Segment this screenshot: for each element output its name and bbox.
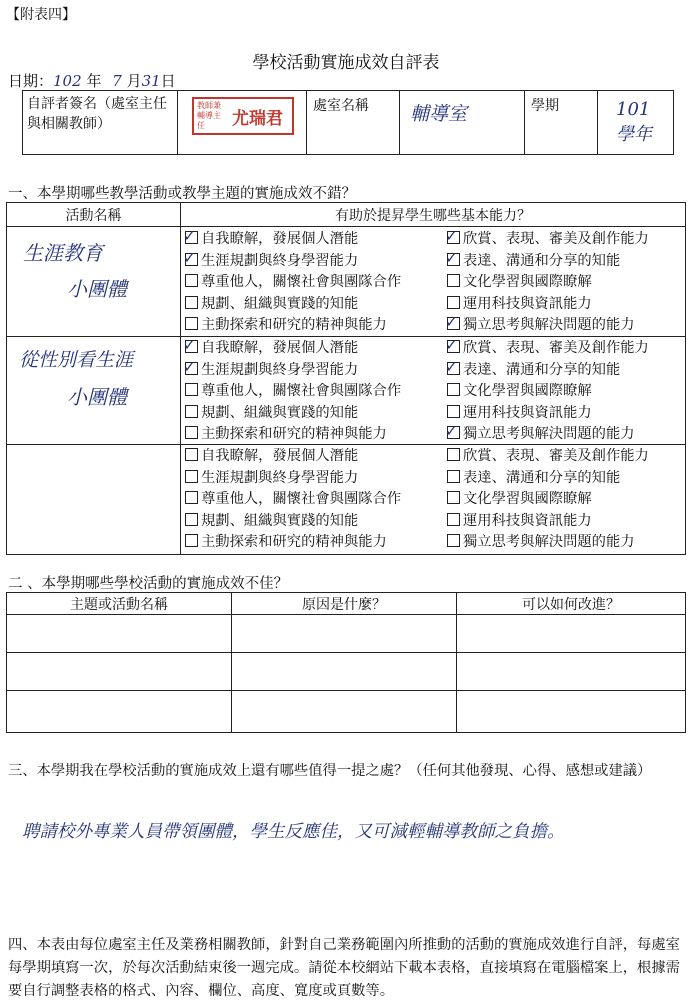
ability-item[interactable]: ✓ 表達、溝通和分享的知能 bbox=[445, 357, 621, 378]
table-row bbox=[7, 227, 686, 337]
table-row bbox=[7, 653, 686, 691]
abilities-right bbox=[447, 446, 649, 554]
stamp-name: 尤瑞君 bbox=[232, 109, 283, 129]
abilities-cell bbox=[181, 445, 686, 555]
date-year-unit: 年 bbox=[86, 72, 102, 90]
check-mark-icon: ✓ bbox=[183, 336, 196, 354]
ability-item[interactable]: 自我瞭解，發展個人潛能 bbox=[185, 446, 401, 468]
checkbox[interactable] bbox=[185, 274, 198, 287]
signer-cell[interactable] bbox=[178, 91, 307, 155]
checkbox[interactable] bbox=[447, 448, 460, 461]
checkbox[interactable] bbox=[447, 274, 460, 287]
check-mark-icon: ✓ bbox=[445, 357, 458, 376]
section1-table bbox=[6, 202, 686, 555]
date-year: 102 bbox=[53, 72, 82, 90]
table-cell[interactable] bbox=[7, 653, 232, 691]
semester-label: 學期 bbox=[525, 91, 598, 155]
table-cell[interactable] bbox=[457, 615, 686, 653]
col-abilities-header: 有助於提昇學生哪些基本能力？ bbox=[181, 203, 686, 227]
abilities-right bbox=[447, 229, 649, 337]
checkbox[interactable] bbox=[185, 534, 198, 547]
table-row bbox=[7, 615, 686, 653]
official-stamp bbox=[192, 97, 294, 135]
ability-item[interactable]: 運用科技與資訊能力 bbox=[447, 511, 649, 533]
checkbox[interactable] bbox=[185, 426, 198, 439]
ability-item[interactable]: ✓ 生涯規劃與終身學習能力 bbox=[183, 357, 359, 378]
ability-item[interactable]: 尊重他人，關懷社會與團隊合作 bbox=[185, 381, 401, 403]
date-label: 日期： bbox=[8, 72, 54, 90]
checkbox[interactable] bbox=[447, 470, 460, 483]
checkbox[interactable] bbox=[185, 383, 198, 396]
date-month: 7 bbox=[112, 72, 122, 90]
ability-item[interactable]: ✓ 生涯規劃與終身學習能力 bbox=[183, 248, 359, 269]
check-mark-icon: ✓ bbox=[445, 336, 458, 354]
checkbox[interactable] bbox=[445, 227, 460, 245]
check-mark-icon: ✓ bbox=[445, 313, 458, 331]
semester-value-cell[interactable] bbox=[598, 91, 674, 155]
office-value: 輔導室 bbox=[410, 103, 468, 125]
checkbox[interactable] bbox=[447, 296, 460, 309]
table-cell[interactable] bbox=[232, 653, 457, 691]
checkbox[interactable] bbox=[447, 491, 460, 504]
date-line bbox=[8, 70, 176, 91]
section2-table bbox=[6, 592, 686, 733]
checkbox[interactable] bbox=[447, 405, 460, 418]
checkbox[interactable] bbox=[445, 248, 460, 267]
activity-name-line1: 生涯教育 bbox=[23, 241, 103, 265]
section2-heading: 二 、本學期哪些學校活動的實施成效不佳？ bbox=[8, 576, 289, 592]
checkbox[interactable] bbox=[445, 357, 460, 376]
section4-note: 四、本表由每位處室主任及業務相關教師，針對自己業務範圍內所推動的活動的實施成效進行自評，每處室每學期填寫一次，於每次活動結束後一週完成。請從本校網站下載本表格，直接填寫在電腦檔案上，根據需要自行調整表格的格式、內容、欄位、高度、寬度或頁數等。 bbox=[8, 937, 680, 999]
ability-item[interactable]: ✓ 獨立思考與解決問題的能力 bbox=[445, 422, 635, 442]
ability-item[interactable]: 主動探索和研究的精神與能力 bbox=[185, 315, 401, 337]
check-mark-icon: ✓ bbox=[445, 248, 458, 267]
section3-heading: 三、本學期我在學校活動的實施成效上還有哪些值得一提之處？（任何其他發現、心得、感想或建議） bbox=[8, 763, 652, 779]
check-mark-icon: ✓ bbox=[445, 422, 458, 440]
ability-item[interactable]: 運用科技與資訊能力 bbox=[447, 403, 649, 425]
ability-item[interactable]: 表達、溝通和分享的知能 bbox=[447, 468, 649, 490]
col-topic-header: 主題或活動名稱 bbox=[7, 593, 232, 615]
ability-item[interactable]: ✓ 表達、溝通和分享的知能 bbox=[445, 248, 621, 269]
checkbox[interactable] bbox=[185, 470, 198, 483]
ability-item[interactable]: 生涯規劃與終身學習能力 bbox=[185, 468, 401, 490]
abilities-left bbox=[185, 338, 401, 446]
ability-item[interactable]: 規劃、組織與實踐的知能 bbox=[185, 511, 401, 533]
table-row bbox=[7, 445, 686, 555]
stamp-title: 教師兼 輔導主任 bbox=[197, 101, 221, 130]
ability-item[interactable]: 尊重他人，關懷社會與團隊合作 bbox=[185, 272, 401, 294]
col-activity-header: 活動名稱 bbox=[7, 203, 181, 227]
ability-item[interactable]: ✓ 獨立思考與解決問題的能力 bbox=[445, 313, 635, 333]
checkbox[interactable] bbox=[185, 448, 198, 461]
ability-item[interactable]: 欣賞、表現、審美及創作能力 bbox=[447, 446, 649, 468]
check-mark-icon: ✓ bbox=[445, 227, 458, 245]
ability-item[interactable]: 獨立思考與解決問題的能力 bbox=[447, 532, 649, 554]
checkbox[interactable] bbox=[185, 317, 198, 330]
signer-label: 自評者簽名（處室主任與相關教師） bbox=[23, 91, 178, 155]
abilities-left bbox=[185, 229, 401, 337]
checkbox[interactable] bbox=[447, 383, 460, 396]
activity-cell[interactable] bbox=[7, 445, 181, 555]
activity-name-line1: 從性別看生涯 bbox=[19, 349, 134, 371]
col-improve-header: 可以如何改進？ bbox=[457, 593, 686, 615]
date-month-unit: 月 bbox=[126, 72, 142, 90]
checkbox[interactable] bbox=[185, 513, 198, 526]
ability-item[interactable]: 文化學習與國際瞭解 bbox=[447, 272, 649, 294]
abilities-left bbox=[185, 446, 401, 554]
section1-heading: 一、本學期哪些教學活動或教學主題的實施成效不錯？ bbox=[8, 186, 356, 202]
office-label: 處室名稱 bbox=[307, 91, 400, 155]
date-day-unit: 日 bbox=[160, 72, 176, 90]
ability-item[interactable]: ✓ 欣賞、表現、審美及創作能力 bbox=[445, 227, 649, 247]
table-cell[interactable] bbox=[232, 691, 457, 733]
activity-name-line2: 小團體 bbox=[67, 385, 127, 409]
checkbox[interactable] bbox=[183, 336, 198, 354]
ability-item[interactable]: 尊重他人，關懷社會與團隊合作 bbox=[185, 489, 401, 511]
col-reason-header: 原因是什麼？ bbox=[232, 593, 457, 615]
ability-item[interactable]: 規劃、組織與實踐的知能 bbox=[185, 403, 401, 425]
checkbox[interactable] bbox=[185, 405, 198, 418]
table-row bbox=[7, 691, 686, 733]
checkbox[interactable] bbox=[183, 357, 198, 376]
ability-item[interactable]: ✓ 欣賞、表現、審美及創作能力 bbox=[445, 336, 649, 356]
table-cell[interactable] bbox=[457, 653, 686, 691]
ability-item[interactable]: 運用科技與資訊能力 bbox=[447, 294, 649, 316]
ability-item[interactable]: 主動探索和研究的精神與能力 bbox=[185, 424, 401, 446]
checkbox[interactable] bbox=[183, 248, 198, 267]
ability-item[interactable]: 文化學習與國際瞭解 bbox=[447, 381, 649, 403]
checkbox[interactable] bbox=[185, 296, 198, 309]
checkbox[interactable] bbox=[185, 491, 198, 504]
office-value-cell[interactable] bbox=[400, 91, 525, 155]
checkbox[interactable] bbox=[445, 422, 460, 440]
activity-cell[interactable] bbox=[7, 227, 181, 337]
check-mark-icon: ✓ bbox=[183, 357, 196, 376]
ability-item[interactable]: 文化學習與國際瞭解 bbox=[447, 489, 649, 511]
checkbox[interactable] bbox=[445, 336, 460, 354]
appendix-tag: 【附表四】 bbox=[6, 7, 76, 23]
ability-item[interactable]: 規劃、組織與實踐的知能 bbox=[185, 294, 401, 316]
form-title: 學校活動實施成效自評表 bbox=[252, 53, 440, 73]
checkbox[interactable] bbox=[445, 313, 460, 331]
check-mark-icon: ✓ bbox=[183, 248, 196, 267]
header-table bbox=[22, 90, 674, 155]
checkbox[interactable] bbox=[447, 513, 460, 526]
check-mark-icon: ✓ bbox=[183, 227, 196, 245]
activity-name-line2: 小團體 bbox=[67, 277, 127, 301]
ability-item[interactable]: ✓ 自我瞭解，發展個人潛能 bbox=[183, 336, 359, 356]
activity-cell[interactable] bbox=[7, 337, 181, 445]
abilities-cell bbox=[181, 337, 686, 445]
date-day: 31 bbox=[141, 72, 161, 90]
abilities-right bbox=[447, 338, 649, 446]
table-row bbox=[7, 337, 686, 445]
ability-item[interactable]: ✓ 自我瞭解，發展個人潛能 bbox=[183, 227, 359, 247]
table-cell[interactable] bbox=[7, 691, 232, 733]
checkbox[interactable] bbox=[183, 227, 198, 245]
table-cell[interactable] bbox=[457, 691, 686, 733]
table-cell[interactable] bbox=[232, 615, 457, 653]
semester-value: 101學年 bbox=[616, 99, 652, 145]
abilities-cell bbox=[181, 227, 686, 337]
ability-item[interactable]: 主動探索和研究的精神與能力 bbox=[185, 532, 401, 554]
table-cell[interactable] bbox=[7, 615, 232, 653]
checkbox[interactable] bbox=[447, 534, 460, 547]
section3-answer[interactable]: 聘請校外專業人員帶領團體，學生反應佳，又可減輕輔導教師之負擔。 bbox=[22, 822, 565, 842]
